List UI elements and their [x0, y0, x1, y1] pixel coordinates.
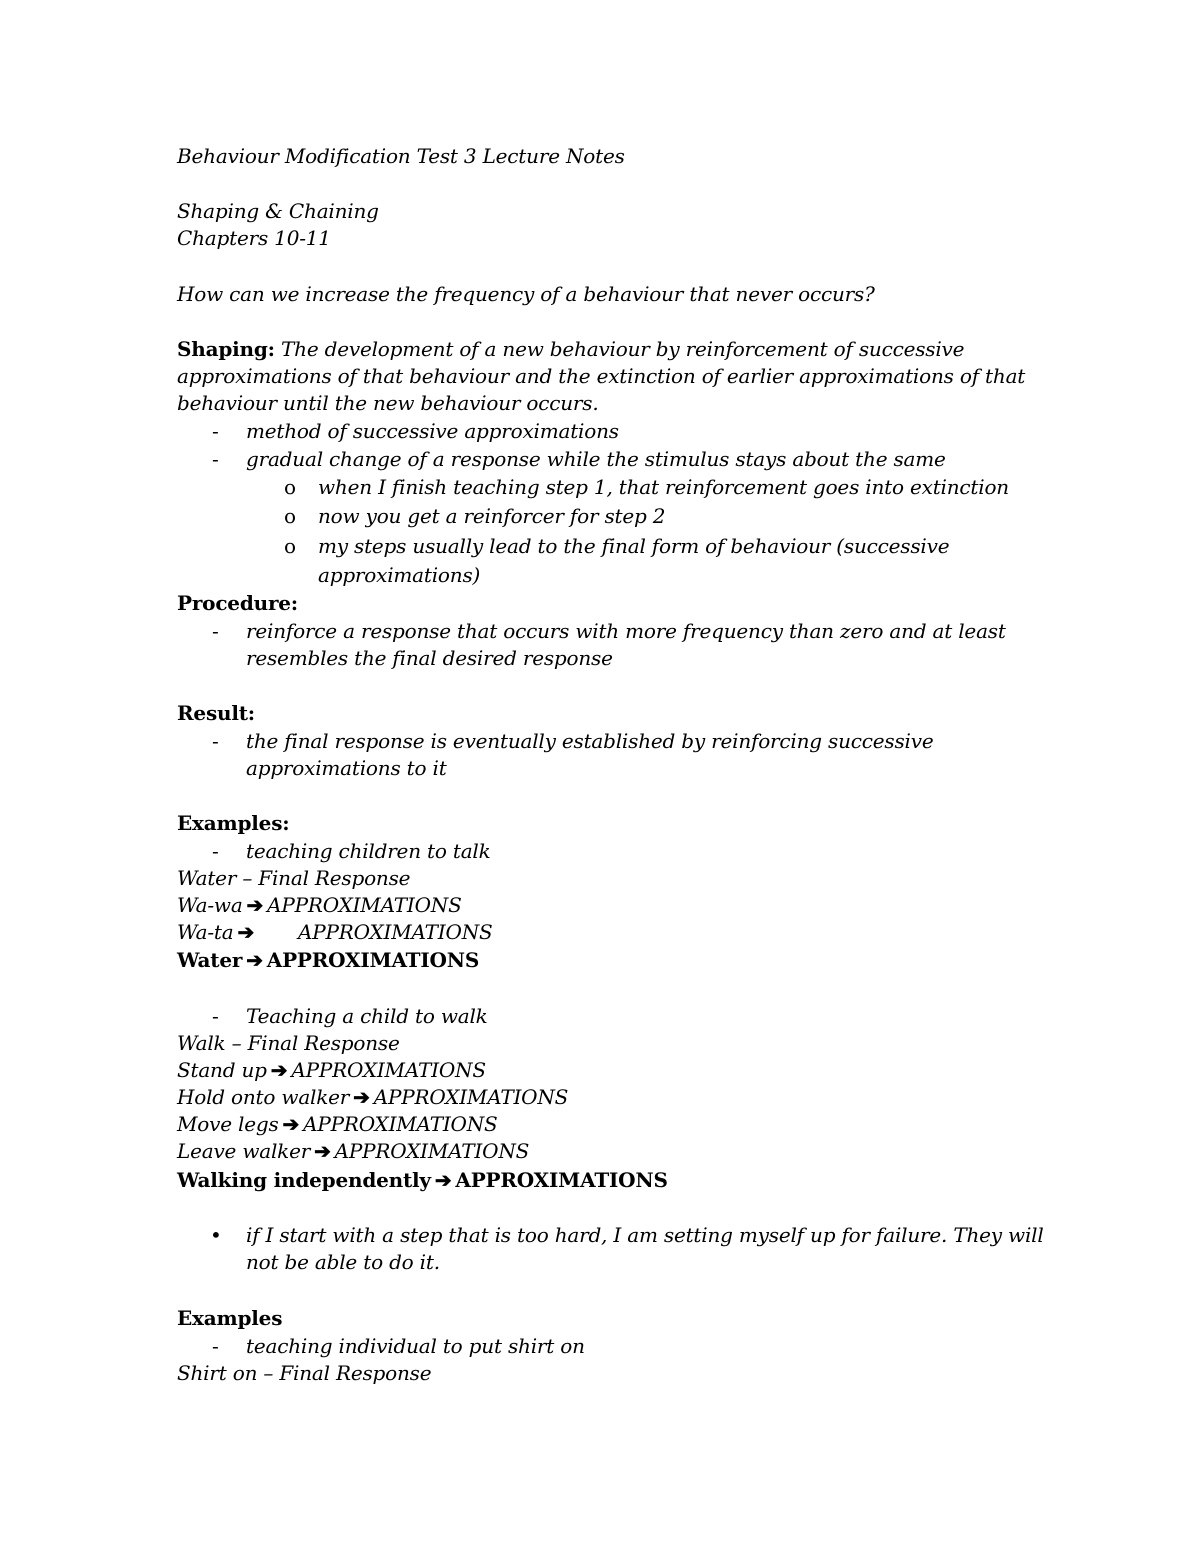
standup-label: Stand up — [177, 1058, 267, 1082]
approx-label: APPROXIMATIONS — [373, 1085, 569, 1109]
move-label: Move legs — [177, 1112, 279, 1136]
walking-line — [177, 1167, 668, 1194]
water-label: Water — [177, 948, 243, 972]
arrow-icon: ➔ — [270, 1058, 288, 1082]
examples-heading: Examples: — [177, 811, 290, 835]
dash-marker: - — [212, 447, 219, 471]
arrow-icon: ➔ — [434, 1168, 452, 1192]
circle-marker: o — [284, 534, 297, 558]
approx-label: APPROXIMATIONS — [455, 1168, 668, 1192]
shaping-definition-line-1 — [177, 336, 964, 363]
walk-final: Walk – Final Response — [177, 1031, 400, 1055]
arrow-icon: ➔ — [237, 920, 255, 944]
result-line-2: approximations to it — [246, 756, 447, 780]
arrow-icon: ➔ — [246, 948, 263, 972]
shirt-final: Shirt on – Final Response — [177, 1361, 432, 1385]
leave-label: Leave walker — [177, 1139, 311, 1163]
result-heading: Result: — [177, 701, 255, 725]
standup-line — [177, 1057, 486, 1084]
doc-title: Behaviour Modification Test 3 Lecture Notes — [177, 144, 625, 168]
wawa-label: Wa-wa — [177, 893, 243, 917]
shaping-subbullet-1: when I finish teaching step 1, that reinforcement goes into extinction — [318, 475, 1009, 499]
arrow-icon: ➔ — [246, 893, 264, 917]
shaping-subbullet-3: my steps usually lead to the final form of behaviour (successive — [318, 534, 950, 558]
hold-label: Hold onto walker — [177, 1085, 350, 1109]
shaping-bullet-2: gradual change of a response while the stimulus stays about the same — [246, 447, 946, 471]
note-line-1: if I start with a step that is too hard, I am setting myself up for failure. They will — [246, 1223, 1044, 1247]
topic: Shaping & Chaining — [177, 199, 379, 223]
walking-label: Walking independently — [177, 1168, 431, 1192]
chapters: Chapters 10-11 — [177, 226, 331, 250]
result-line-1: the final response is eventually established by reinforcing successive — [246, 729, 934, 753]
approx-label: APPROXIMATIONS — [267, 893, 462, 917]
approx-label: APPROXIMATIONS — [291, 1058, 486, 1082]
wata-label: Wa-ta — [177, 920, 234, 944]
approx-label: APPROXIMATIONS — [298, 920, 493, 944]
water-line — [177, 947, 479, 974]
guiding-question: How can we increase the frequency of a behaviour that never occurs? — [177, 282, 875, 306]
arrow-icon: ➔ — [282, 1112, 300, 1136]
approx-label: APPROXIMATIONS — [303, 1112, 498, 1136]
dash-marker: - — [212, 1004, 219, 1028]
shaping-subbullet-2: now you get a reinforcer for step 2 — [318, 504, 666, 528]
hold-line — [177, 1084, 568, 1111]
approx-label: APPROXIMATIONS — [266, 948, 480, 972]
dash-marker: - — [212, 619, 219, 643]
shaping-def-2: approximations of that behaviour and the extinction of earlier approximations of that — [177, 364, 1026, 388]
move-line — [177, 1111, 498, 1138]
dash-marker: - — [212, 419, 219, 443]
circle-marker: o — [284, 475, 297, 499]
shaping-bullet-1: method of successive approximations — [246, 419, 619, 443]
procedure-line-1: reinforce a response that occurs with more frequency than zero and at least — [246, 619, 1006, 643]
shaping-def-1: The development of a new behaviour by reinforcement of successive — [281, 337, 965, 361]
talk-bullet: teaching children to talk — [246, 839, 491, 863]
examples-heading-2: Examples — [177, 1306, 283, 1330]
procedure-heading: Procedure: — [177, 591, 298, 615]
wawa-line — [177, 892, 462, 919]
note-line-2: not be able to do it. — [246, 1250, 440, 1274]
arrow-icon: ➔ — [314, 1139, 331, 1163]
shaping-subbullet-3-cont: approximations) — [318, 563, 481, 587]
dash-marker: - — [212, 729, 219, 753]
shirt-bullet: teaching individual to put shirt on — [246, 1334, 585, 1358]
wata-line — [177, 919, 493, 946]
bullet-dot-marker: • — [210, 1223, 222, 1247]
water-final: Water – Final Response — [177, 866, 411, 890]
approx-label: APPROXIMATIONS — [334, 1139, 530, 1163]
leave-line — [177, 1138, 529, 1165]
arrow-icon: ➔ — [353, 1085, 370, 1109]
dash-marker: - — [212, 1334, 219, 1358]
shaping-term: Shaping: — [177, 337, 275, 361]
dash-marker: - — [212, 839, 219, 863]
procedure-line-2: resembles the final desired response — [246, 646, 613, 670]
walk-bullet: Teaching a child to walk — [246, 1004, 488, 1028]
shaping-def-3: behaviour until the new behaviour occurs. — [177, 391, 599, 415]
circle-marker: o — [284, 504, 297, 528]
